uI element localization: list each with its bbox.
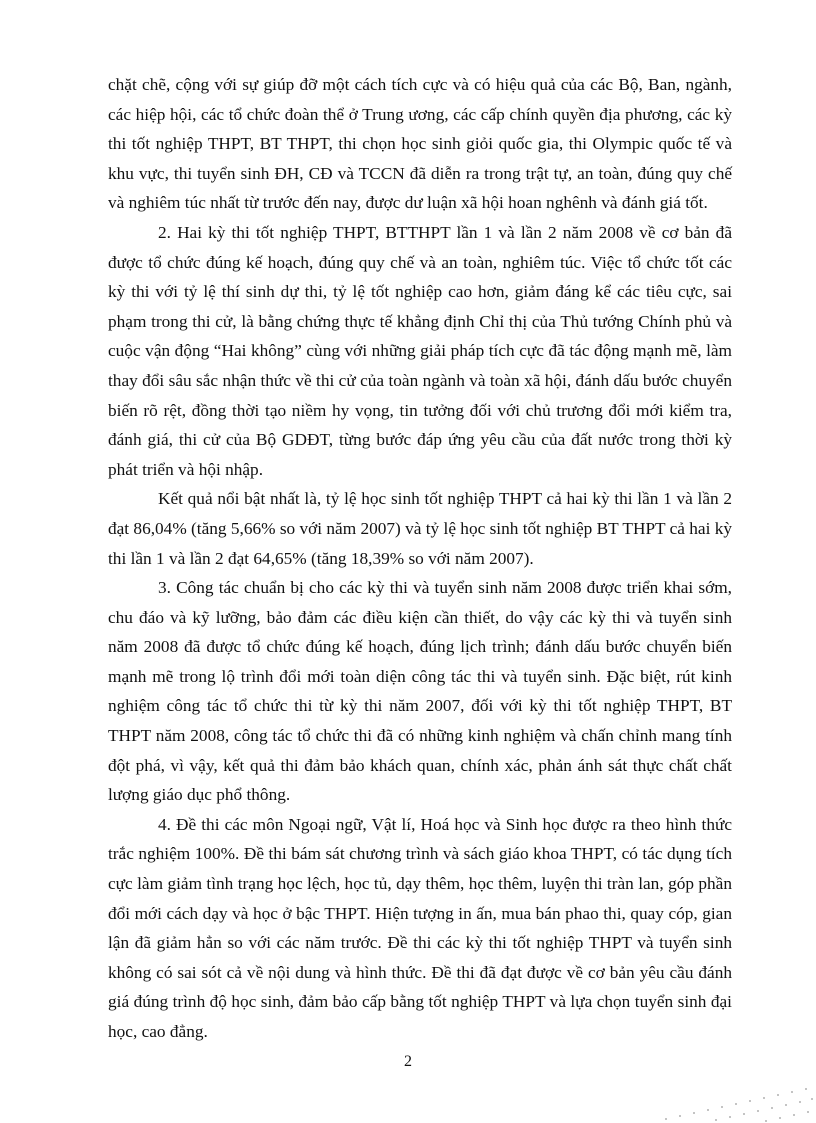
paragraph-item-2: 2. Hai kỳ thi tốt nghiệp THPT, BTTHPT lần 1 và lần 2 năm 2008 về cơ bản đã được tổ chức đúng kế hoạch, đúng quy chế và an toàn, nghiêm túc. Việc tổ chức tốt các kỳ thi với tỷ lệ thí sinh dự thi, tỷ lệ tốt nghiệp cao hơn, giảm đáng kể các tiêu cực, sai phạm trong thi cử, là bằng chứng thực tế khẳng định Chỉ thị của Thủ tướng Chính phủ và cuộc vận động “Hai không” cùng với những giải pháp tích cực đã tác động mạnh mẽ, làm thay đổi sâu sắc nhận thức về thi cử của toàn ngành và toàn xã hội, đánh dấu bước chuyển biến rõ rệt, đồng thời tạo niềm hy vọng, tin tưởng đối với chủ trương đổi mới kiểm tra, đánh giá, thi cử của Bộ GDĐT, từng bước đáp ứng yêu cầu của đất nước trong thời kỳ phát triển và hội nhập. [108,222,732,479]
paragraph-key-result: Kết quả nổi bật nhất là, tỷ lệ học sinh tốt nghiệp THPT cả hai kỳ thi lần 1 và lần 2 đạt 86,04% (tăng 5,66% so với năm 2007) và tỷ lệ học sinh tốt nghiệp BT THPT cả hai kỳ thi lần 1 và lần 2 đạt 64,65% (tăng 18,39% so với năm 2007). [108,489,732,568]
page-number: 2 [404,1053,412,1070]
paragraph-item-4: 4. Đề thi các môn Ngoại ngữ, Vật lí, Hoá học và Sinh học được ra theo hình thức trắc nghiệm 100%. Đề thi bám sát chương trình và sách giáo khoa THPT, có tác dụng tích cực làm giảm tình trạng học lệch, học tủ, dạy thêm, học thêm, luyện thi tràn lan, góp phần đổi mới cách dạy và học ở bậc THPT. Hiện tượng in ấn, mua bán phao thi, quay cóp, gian lận đã giảm hẳn so với các năm trước. Đề thi các kỳ thi tốt nghiệp THPT và tuyển sinh không có sai sót cả về nội dung và hình thức. Đề thi đã đạt được về cơ bản yêu cầu đánh giá đúng trình độ học sinh, đảm bảo cấp bằng tốt nghiệp THPT và lựa chọn tuyển sinh đại học, cao đẳng. [108,814,732,1041]
paragraph-item-3: 3. Công tác chuẩn bị cho các kỳ thi và tuyển sinh năm 2008 được triển khai sớm, chu đáo và kỹ lưỡng, bảo đảm các điều kiện cần thiết, do vậy các kỳ thi và tuyển sinh năm 2008 đã được tổ chức đúng kế hoạch, đúng lịch trình; đánh dấu bước chuyển biến mạnh mẽ trong lộ trình đổi mới toàn diện công tác thi và tuyển sinh. Đặc biệt, rút kinh nghiệm công tác tổ chức thi từ kỳ thi năm 2007, đối với kỳ thi tốt nghiệp THPT, BT THPT năm 2008, công tác tổ chức thi đã có những kinh nghiệm và chấn chỉnh mang tính đột phá, vì vậy, kết quả thi đảm bảo khách quan, chính xác, phản ánh sát thực chất chất lượng giáo dục phổ thông. [108,578,732,805]
paragraph-continuation: chặt chẽ, cộng với sự giúp đỡ một cách tích cực và có hiệu quả của các Bộ, Ban, ngành, các hiệp hội, các tổ chức đoàn thể ở Trung ương, các cấp chính quyền địa phương, các kỳ thi tốt nghiệp THPT, BT THPT, thi chọn học sinh giỏi quốc gia, thi Olympic quốc tế và khu vực, thi tuyển sinh ĐH, CĐ và TCCN đã diễn ra trong trật tự, an toàn, đúng quy chế và nghiêm túc nhất từ trước đến nay, được dư luận xã hội hoan nghênh và đánh giá tốt. [108,75,732,213]
document-body [108,70,732,1047]
corner-scan-dots-decoration [646,1083,816,1123]
